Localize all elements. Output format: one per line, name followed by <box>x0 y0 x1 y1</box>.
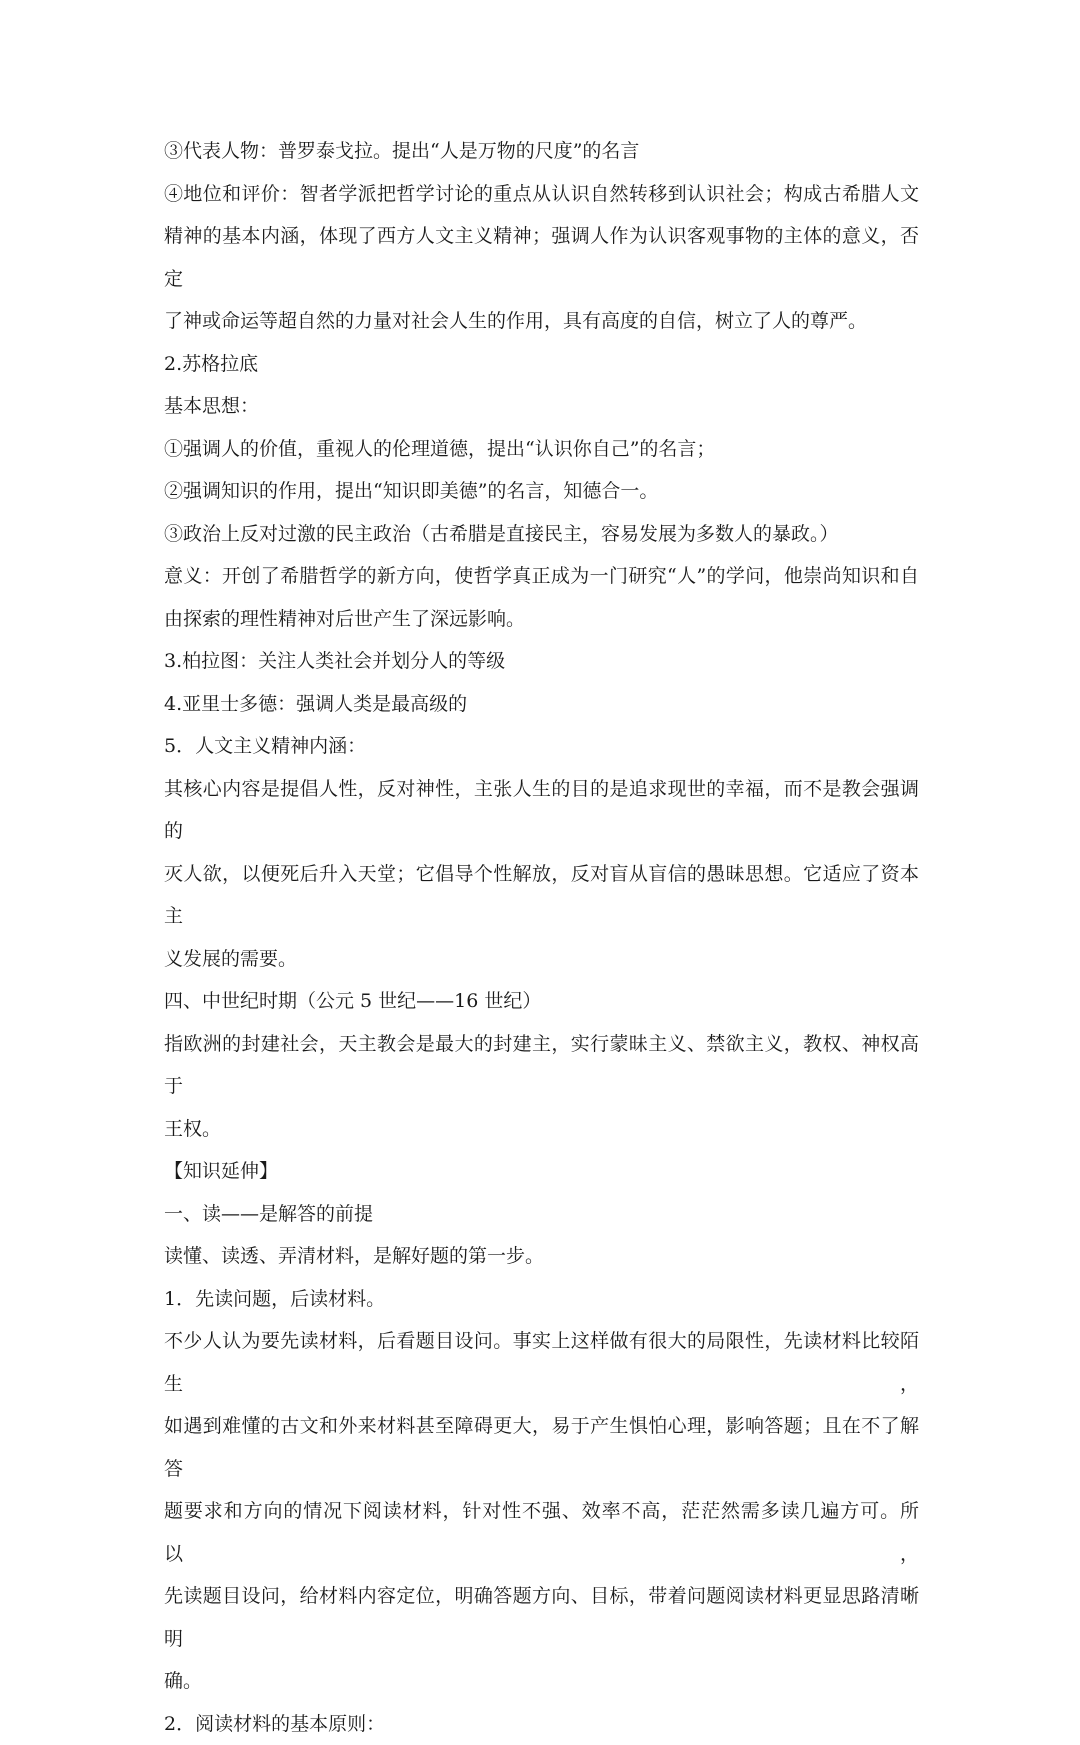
section-heading: 2．阅读材料的基本原则： <box>164 1703 919 1745</box>
section-heading: 【知识延伸】 <box>164 1150 919 1193</box>
text-line: ③政治上反对过激的民主政治（古希腊是直接民主，容易发展为多数人的暴政。） <box>164 513 919 556</box>
text-line: 王权。 <box>164 1108 919 1151</box>
section-heading: 4.亚里士多德：强调人类是最高级的 <box>164 683 919 726</box>
text-line: 灭人欲，以便死后升入天堂；它倡导个性解放，反对盲从盲信的愚昧思想。它适应了资本主 <box>164 853 919 938</box>
text-line: 基本思想： <box>164 385 919 428</box>
text-line: 题要求和方向的情况下阅读材料，针对性不强、效率不高，茫茫然需多读几遍方可。所以， <box>164 1490 919 1575</box>
text-line: 读懂、读透、弄清材料，是解好题的第一步。 <box>164 1235 919 1278</box>
text-line: ④地位和评价：智者学派把哲学讨论的重点从认识自然转移到认识社会；构成古希腊人文 <box>164 173 919 216</box>
text-line: ③代表人物：普罗泰戈拉。提出“人是万物的尺度”的名言 <box>164 130 919 173</box>
section-heading: 2.苏格拉底 <box>164 343 919 386</box>
text-line: 确。 <box>164 1660 919 1703</box>
section-heading: 3.柏拉图：关注人类社会并划分人的等级 <box>164 640 919 683</box>
text-line: 精神的基本内涵，体现了西方人文主义精神；强调人作为认识客观事物的主体的意义，否定 <box>164 215 919 300</box>
text-line: 意义：开创了希腊哲学的新方向，使哲学真正成为一门研究“人”的学问，他崇尚知识和自 <box>164 555 919 598</box>
section-heading: 一、读——是解答的前提 <box>164 1193 919 1236</box>
text-line: 了神或命运等超自然的力量对社会人生的作用，具有高度的自信，树立了人的尊严。 <box>164 300 919 343</box>
section-heading: 5．人文主义精神内涵： <box>164 725 919 768</box>
section-heading: 四、中世纪时期（公元 5 世纪——16 世纪） <box>164 980 919 1023</box>
text-line: 义发展的需要。 <box>164 938 919 981</box>
text-line: 指欧洲的封建社会，天主教会是最大的封建主，实行蒙昧主义、禁欲主义，教权、神权高于 <box>164 1023 919 1108</box>
document-page <box>164 130 919 1745</box>
text-line: ①强调人的价值，重视人的伦理道德，提出“认识你自己”的名言； <box>164 428 919 471</box>
text-line: ②强调知识的作用，提出“知识即美德”的名言，知德合一。 <box>164 470 919 513</box>
section-heading: 1．先读问题，后读材料。 <box>164 1278 919 1321</box>
text-line: 如遇到难懂的古文和外来材料甚至障碍更大，易于产生惧怕心理，影响答题；且在不了解答 <box>164 1405 919 1490</box>
text-line: 其核心内容是提倡人性，反对神性，主张人生的目的是追求现世的幸福，而不是教会强调的 <box>164 768 919 853</box>
text-line: 由探索的理性精神对后世产生了深远影响。 <box>164 598 919 641</box>
text-line: 先读题目设问，给材料内容定位，明确答题方向、目标，带着问题阅读材料更显思路清晰明 <box>164 1575 919 1660</box>
text-line: 不少人认为要先读材料，后看题目设问。事实上这样做有很大的局限性，先读材料比较陌生， <box>164 1320 919 1405</box>
